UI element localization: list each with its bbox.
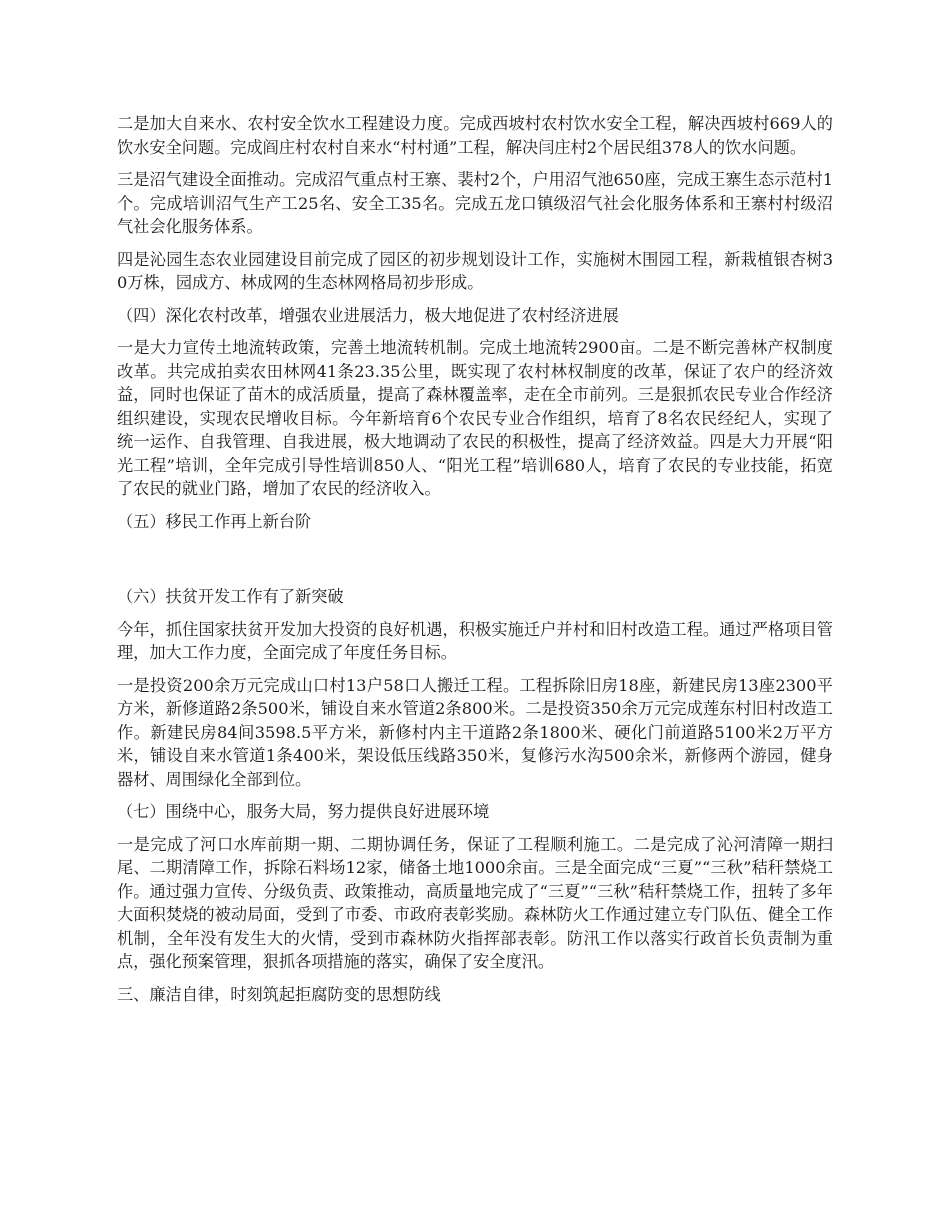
heading-serve-center: （七）围绕中心，服务大局，努力提供良好进展环境 [117, 802, 490, 821]
heading-migration: （五）移民工作再上新台阶 [117, 511, 312, 531]
paragraph-poverty-projects: 一是投资200余万元完成山口村13户58口人搬迁工程。工程拆除旧房18座，新建民房13座2300平方米，新修道路2条500米，铺设自来水管道2条800米。二是投资350余万元完成莲东村旧村改造工作。新建民房84间3598.5平方米，新修村内主干道路2条1800米、硬化门前道路5100米2万平方米，铺设自来水管道1条400米，架设低压线路350米，复修污水沟500余米，新修两个游园，健身器材、周围绿化全部到位。 [117, 675, 833, 789]
blank-gap [117, 542, 833, 585]
document-body [117, 112, 833, 1015]
paragraph-poverty-intro: 今年，抓住国家扶贫开发加大投资的良好机遇，积极实施迁户并村和旧村改造工程。通过严格项目管理，加大工作力度，全面完成了年度任务目标。 [117, 619, 833, 662]
heading-rural-reform: （四）深化农村改革，增强农业进展活力，极大地促进了农村经济进展 [117, 305, 619, 325]
paragraph-water-supply: 二是加大自来水、农村安全饮水工程建设力度。完成西坡村农村饮水安全工程，解决西坡村669人的饮水安全问题。完成阎庄村农村自来水“村村通”工程，解决闫庄村2个居民组378人的饮水问题。 [117, 114, 833, 157]
paragraph-serve-center: 一是完成了河口水库前期一期、二期协调任务，保证了工程顺利施工。二是完成了沁河清障一期扫尾、二期清障工作，拆除石料场12家，储备土地1000余亩。三是全面完成“三夏”“三秋”秸秆禁烧工作。通过强力宣传、分级负责、政策推动，高质量地完成了“三夏”“三秋”秸秆禁烧工作，扭转了多年大面积焚烧的被动局面，受到了市委、市政府表彰奖励。森林防火工作通过建立专门队伍、健全工作机制，全年没有发生大的火情，受到市森林防火指挥部表彰。防汛工作以落实行政首长负责制为重点，强化预案管理，狠抓各项措施的落实，确保了安全度汛。 [117, 834, 833, 971]
paragraph-biogas: 三是沼气建设全面推动。完成沼气重点村王寨、裴村2个，户用沼气池650座，完成王寨生态示范村1个。完成培训沼气生产工25名、安全工35名。完成五龙口镇级沼气社会化服务体系和王寨村村级沼气社会化服务体系。 [117, 170, 833, 236]
heading-poverty-alleviation: （六）扶贫开发工作有了新突破 [117, 587, 344, 606]
heading-integrity: 三、廉洁自律，时刻筑起拒腐防变的思想防线 [117, 984, 441, 1004]
paragraph-ecological-park: 四是沁园生态农业园建设目前完成了园区的初步规划设计工作，实施树木围园工程，新栽植银杏树30万株，园成方、林成网的生态林网格局初步形成。 [117, 249, 833, 292]
paragraph-rural-reform: 一是大力宣传土地流转政策，完善土地流转机制。完成土地流转2900亩。二是不断完善林产权制度改革。共完成拍卖农田林网41条23.35公里，既实现了农村林权制度的改革，保证了农户的经济效益，同时也保证了苗木的成活质量，提高了森林覆盖率，走在全市前列。三是狠抓农民专业合作经济组织建设，实现农民增收目标。今年新培育6个农民专业合作组织，培育了8名农民经纪人，实现了统一运作、自我管理、自我进展，极大地调动了农民的积极性，提高了经济效益。四是大力开展“阳光工程”培训，全年完成引导性培训850人、“阳光工程”培训680人，培育了农民的专业技能，拓宽了农民的就业门路，增加了农民的经济收入。 [117, 338, 833, 498]
